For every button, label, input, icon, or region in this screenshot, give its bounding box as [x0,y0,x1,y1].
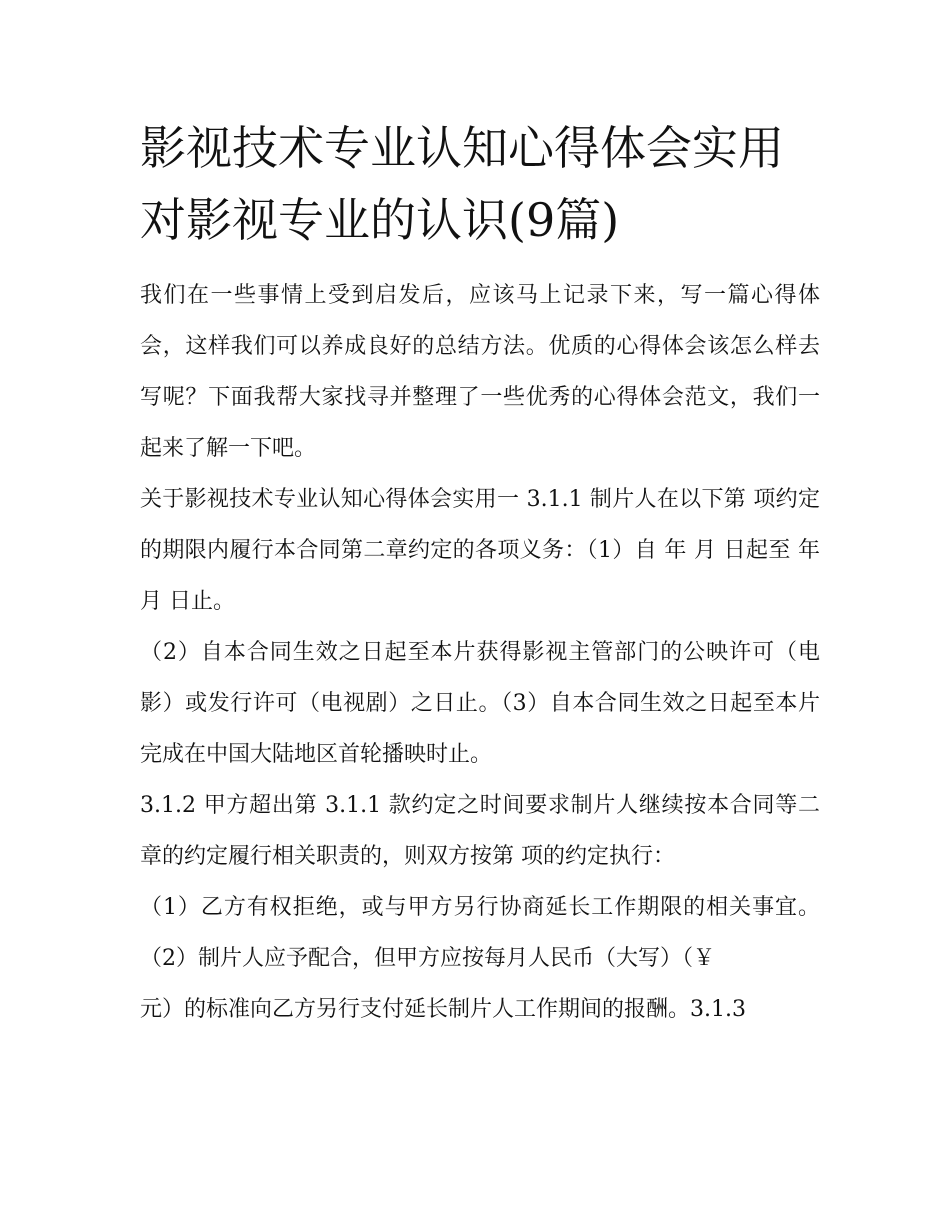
paragraph-section-5: 元）的标准向乙方另行支付延长制片人工作期间的报酬。3.1.3 [140,997,746,1022]
paragraph-section-4: （1）乙方有权拒绝，或与甲方另行协商延长工作期限的相关事宜。（2）制片人应予配合，但甲方应按每月人民币（大写）（￥ [140,895,820,971]
paragraph-section-1: 关于影视技术专业认知心得体会实用一 3.1.1 制片人在以下第 项约定的期限内履行本合同第二章约定的各项义务：（1）自 年 月 日起至 年 月 日止。 [140,487,820,614]
document-body [140,112,820,1035]
paragraph-section-3: 3.1.2 甲方超出第 3.1.1 款约定之时间要求制片人继续按本合同等二章的约定履行相关职责的，则双方按第 项的约定执行： [140,793,820,869]
paragraph-section-2: （2）自本合同生效之日起至本片获得影视主管部门的公映许可（电影）或发行许可（电视剧）之日止。（3）自本合同生效之日起至本片完成在中国大陆地区首轮播映时止。 [140,640,820,767]
paragraph-intro: 我们在一些事情上受到启发后，应该马上记录下来，写一篇心得体会，这样我们可以养成良好的总结方法。优质的心得体会该怎么样去写呢？下面我帮大家找寻并整理了一些优秀的心得体会范文，我们一起来了解一下吧。 [140,283,820,461]
document-title: 影视技术专业认知心得体会实用 对影视专业的认识(9篇) [140,121,784,247]
